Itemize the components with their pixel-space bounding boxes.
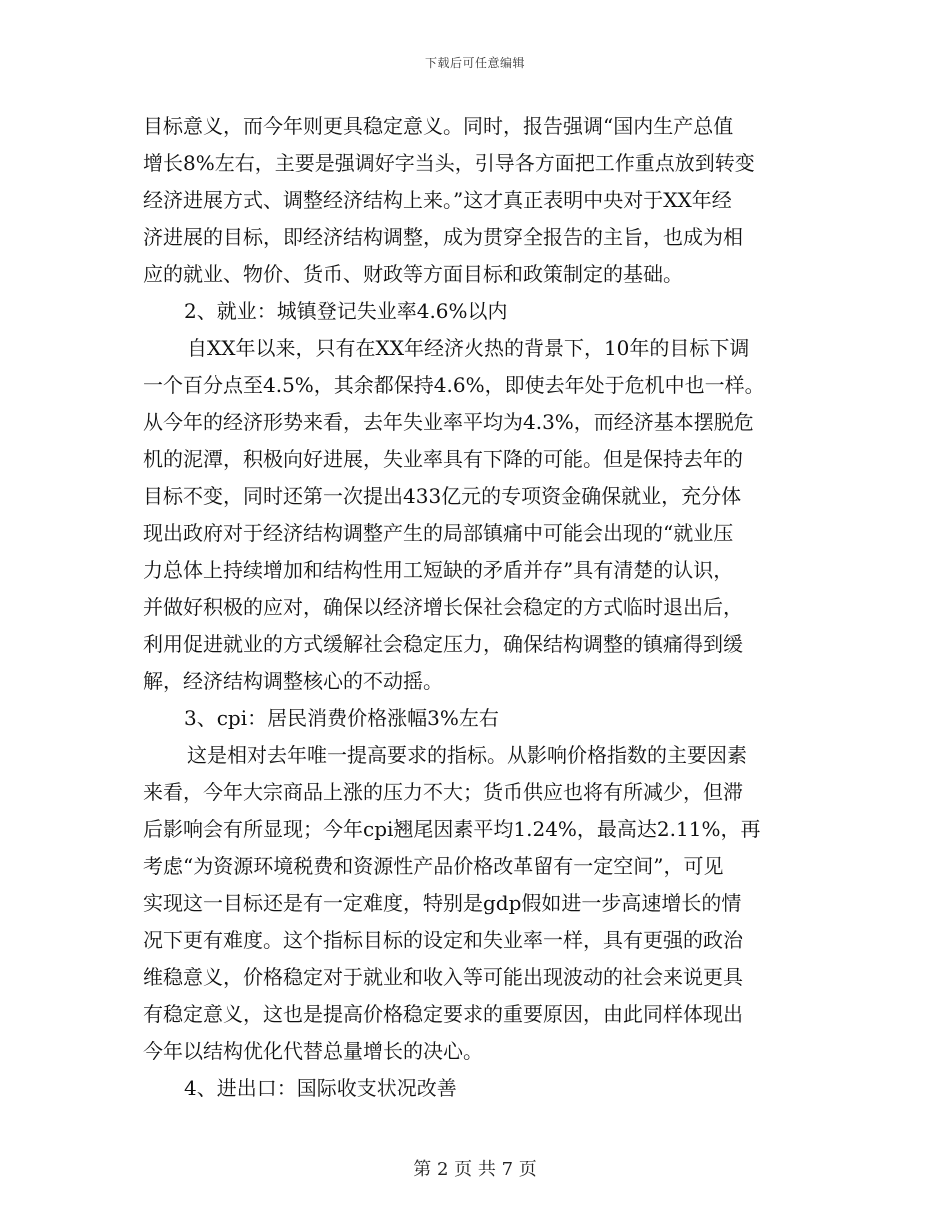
text-line: 况下更有难度。这个指标目标的设定和失业率一样，具有更强的政治 bbox=[143, 928, 743, 952]
text-line: 利用促进就业的方式缓解社会稳定压力，确保结构调整的镇痛得到缓 bbox=[143, 632, 743, 656]
text-line: 现出政府对于经济结构调整产生的局部镇痛中可能会出现的“就业压 bbox=[143, 521, 734, 545]
text-line: 维稳意义，价格稳定对于就业和收入等可能出现波动的社会来说更具 bbox=[143, 965, 743, 989]
page-number-footer: 第 2 页 共 7 页 bbox=[413, 1159, 537, 1180]
section-heading-trade: 4、进出口：国际收支状况改善 bbox=[184, 1076, 457, 1100]
text-line: 来看，今年大宗商品上涨的压力不大；货币供应也将有所减少，但滞 bbox=[143, 780, 743, 804]
text-line: 机的泥潭，积极向好进展，失业率具有下降的可能。但是保持去年的 bbox=[143, 447, 743, 471]
text-line: 济进展的目标，即经济结构调整，成为贯穿全报告的主旨，也成为相 bbox=[143, 225, 743, 249]
text-line: 目标意义，而今年则更具稳定意义。同时，报告强调“国内生产总值 bbox=[143, 114, 734, 138]
text-line: 后影响会有所显现；今年cpi翘尾因素平均1.24%，最高达2.11%，再 bbox=[143, 817, 761, 841]
text-line: 经济进展方式、调整经济结构上来。”这才真正表明中央对于XX年经 bbox=[143, 188, 732, 212]
text-line: 考虑“为资源环境税费和资源性产品价格改革留有一定空间”，可见 bbox=[143, 854, 724, 878]
text-line: 力总体上持续增加和结构性用工短缺的矛盾并存”具有清楚的认识， bbox=[143, 558, 734, 582]
text-line: 自XX年以来，只有在XX年经济火热的背景下，10年的目标下调 bbox=[187, 336, 750, 360]
text-line: 解，经济结构调整核心的不动摇。 bbox=[143, 669, 443, 693]
text-line: 从今年的经济形势来看，去年失业率平均为4.3%，而经济基本摆脱危 bbox=[143, 410, 754, 434]
section-heading-cpi: 3、cpi：居民消费价格涨幅3%左右 bbox=[184, 706, 499, 730]
page-header: 下载后可任意编辑 bbox=[424, 56, 525, 70]
section-heading-employment: 2、就业：城镇登记失业率4.6%以内 bbox=[184, 299, 508, 323]
text-line: 增长8%左右，主要是强调好字当头，引导各方面把工作重点放到转变 bbox=[143, 151, 755, 175]
text-line: 这是相对去年唯一提高要求的指标。从影响价格指数的主要因素 bbox=[187, 743, 747, 767]
text-line: 今年以结构优化代替总量增长的决心。 bbox=[143, 1039, 483, 1063]
text-line: 应的就业、物价、货币、财政等方面目标和政策制定的基础。 bbox=[143, 262, 683, 286]
text-line: 有稳定意义，这也是提高价格稳定要求的重要原因，由此同样体现出 bbox=[143, 1002, 743, 1026]
text-line: 一个百分点至4.5%，其余都保持4.6%，即使去年处于危机中也一样。 bbox=[143, 373, 765, 397]
document-body bbox=[143, 108, 803, 1107]
text-line: 目标不变，同时还第一次提出433亿元的专项资金确保就业，充分体 bbox=[143, 484, 742, 508]
text-line: 并做好积极的应对，确保以经济增长保社会稳定的方式临时退出后， bbox=[143, 595, 743, 619]
text-line: 实现这一目标还是有一定难度，特别是gdp假如进一步高速增长的情 bbox=[143, 891, 742, 915]
